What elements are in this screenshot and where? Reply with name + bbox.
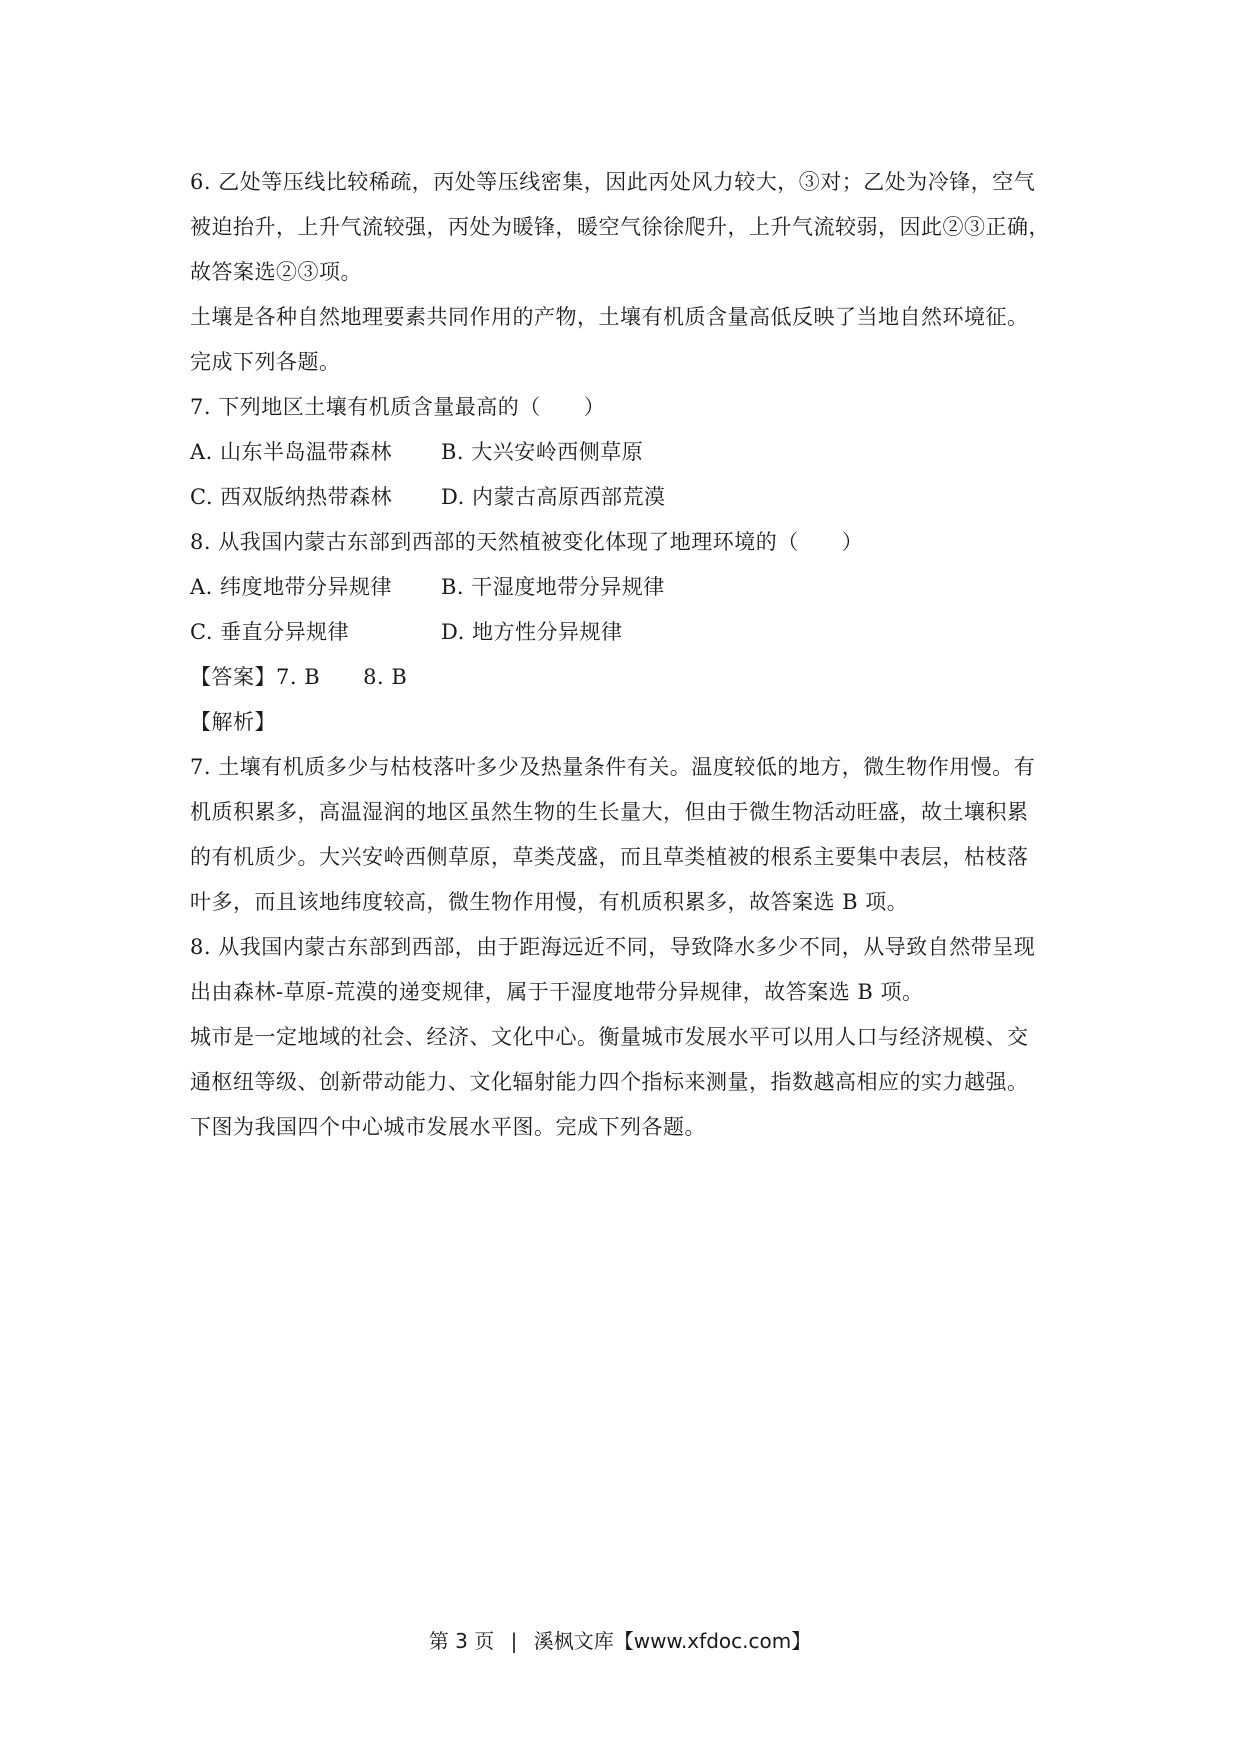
option-c: C. 垂直分异规律 xyxy=(190,620,350,644)
page-number: 第 3 页 xyxy=(428,1629,495,1653)
option-row xyxy=(190,475,1070,520)
question-8 xyxy=(190,520,1070,655)
question-stem: 7. 下列地区土壤有机质含量最高的（ ） xyxy=(190,395,606,419)
text-line: 叶多，而且该地纬度较高，微生物作用慢，有机质积累多，故答案选 B 项。 xyxy=(190,890,909,914)
text-line: 8. 从我国内蒙古东部到西部，由于距海远近不同，导致降水多少不同，从导致自然带呈现 xyxy=(190,935,1036,959)
q8-analysis xyxy=(190,925,1070,1015)
text-line: 完成下列各题。 xyxy=(190,350,341,374)
document-body xyxy=(190,160,1070,1150)
option-row xyxy=(190,610,1070,655)
answer-line: 【答案】7. B 8. B xyxy=(190,665,408,689)
text-line: 故答案选②③项。 xyxy=(190,260,362,284)
text-line: 机质积累多，高温湿润的地区虽然生物的生长量大，但由于微生物活动旺盛，故土壤积累 xyxy=(190,800,1029,824)
city-intro xyxy=(190,1015,1070,1150)
option-row xyxy=(190,565,1070,610)
text-line: 城市是一定地域的社会、经济、文化中心。衡量城市发展水平可以用人口与经济规模、交 xyxy=(190,1025,1029,1049)
site-label: 溪枫文库【www.xfdoc.com】 xyxy=(533,1629,812,1653)
option-d: D. 地方性分异规律 xyxy=(441,620,623,644)
q7-analysis xyxy=(190,745,1070,925)
text-line: 的有机质少。大兴安岭西侧草原，草类茂盛，而且草类植被的根系主要集中表层，枯枝落 xyxy=(190,845,1029,869)
text-line: 6. 乙处等压线比较稀疏，丙处等压线密集，因此丙处风力较大，③对；乙处为冷锋，空气 xyxy=(190,170,1036,194)
text-line: 出由森林-草原-荒漠的递变规律，属于干湿度地带分异规律，故答案选 B 项。 xyxy=(190,980,924,1004)
text-line: 通枢纽等级、创新带动能力、文化辐射能力四个指标来测量，指数越高相应的实力越强。 xyxy=(190,1070,1029,1094)
text-line: 7. 土壤有机质多少与枯枝落叶多少及热量条件有关。温度较低的地方，微生物作用慢。有 xyxy=(190,755,1036,779)
analysis-label: 【解析】 xyxy=(190,710,276,734)
footer-separator: | xyxy=(510,1629,518,1653)
option-row xyxy=(190,430,1070,475)
soil-intro xyxy=(190,295,1070,385)
text-line: 被迫抬升，上升气流较强，丙处为暖锋，暖空气徐徐爬升，上升气流较弱，因此②③正确， xyxy=(190,215,1050,239)
option-a: A. 山东半岛温带森林 xyxy=(190,440,393,464)
text-line: 下图为我国四个中心城市发展水平图。完成下列各题。 xyxy=(190,1115,706,1139)
option-d: D. 内蒙古高原西部荒漠 xyxy=(441,485,666,509)
option-b: B. 大兴安岭西侧草原 xyxy=(441,440,644,464)
option-a: A. 纬度地带分异规律 xyxy=(190,575,393,599)
question-7 xyxy=(190,385,1070,520)
question-stem: 8. 从我国内蒙古东部到西部的天然植被变化体现了地理环境的（ ） xyxy=(190,530,864,554)
option-c: C. 西双版纳热带森林 xyxy=(190,485,393,509)
q6-explanation xyxy=(190,160,1070,295)
option-b: B. 干湿度地带分异规律 xyxy=(441,575,665,599)
text-line: 土壤是各种自然地理要素共同作用的产物，土壤有机质含量高低反映了当地自然环境征。 xyxy=(190,305,1029,329)
page-footer xyxy=(0,1625,1240,1654)
